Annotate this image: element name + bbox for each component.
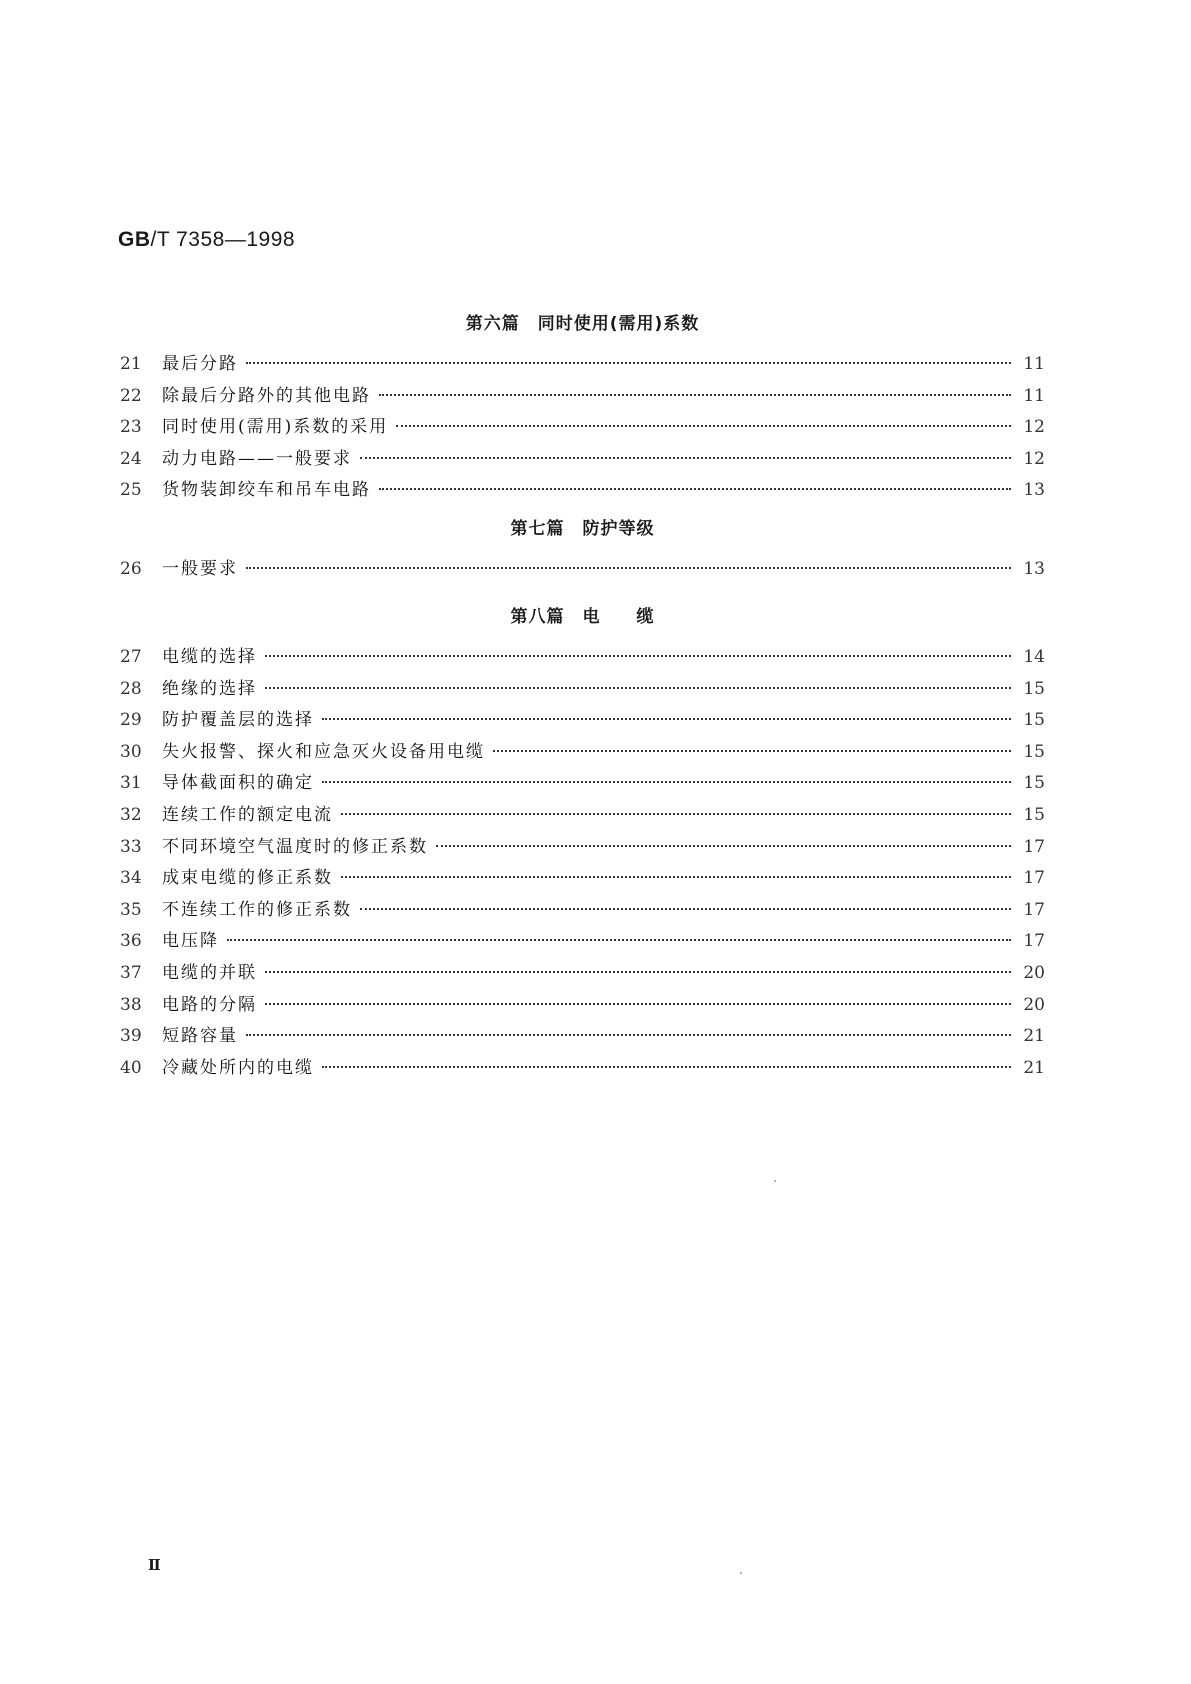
page-number: 17 [1023,931,1045,952]
page-number: 15 [1023,773,1045,794]
toc-section-part-7 [120,518,1045,586]
page-number: 21 [1023,1057,1045,1078]
dot-leader [246,1034,1011,1036]
toc-entry[interactable] [120,412,1045,444]
page-number: 13 [1023,480,1045,501]
dot-leader [379,394,1011,396]
clause-title: 电缆的并联 [162,962,257,983]
scan-speck [740,1572,742,1574]
part-title: 第七篇 防护等级 [510,519,655,539]
clause-title: 电路的分隔 [162,994,257,1015]
toc-entry[interactable] [120,863,1045,895]
page-number: 21 [1023,1026,1045,1047]
dot-leader [265,687,1011,689]
document-number [118,228,295,252]
toc-entry[interactable] [120,926,1045,958]
dot-leader [265,655,1011,657]
toc-entry[interactable] [120,800,1045,832]
toc-entry[interactable] [120,832,1045,864]
clause-title: 同时使用(需用)系数的采用 [162,417,389,438]
clause-title: 成束电缆的修正系数 [162,868,333,889]
dot-leader [322,1066,1011,1068]
toc-entry[interactable] [120,1053,1045,1085]
toc-section-part-8 [120,606,1045,1084]
clause-number: 22 [120,385,142,406]
clause-title: 冷藏处所内的电缆 [162,1057,314,1078]
page-number: 12 [1023,417,1045,438]
toc-list [120,642,1045,1084]
document-number-prefix: GB [118,228,151,251]
clause-title: 失火报警、探火和应急灭火设备用电缆 [162,741,485,762]
clause-title: 一般要求 [162,559,238,579]
dot-leader [396,425,1011,427]
page-number: 15 [1023,678,1045,699]
clause-number: 29 [120,710,142,731]
clause-title: 电压降 [162,931,219,952]
clause-title: 电缆的选择 [162,647,257,667]
page-number: 17 [1023,836,1045,857]
clause-number: 33 [120,836,142,857]
toc-entry[interactable] [120,674,1045,706]
clause-title: 除最后分路外的其他电路 [162,385,371,406]
page-number: 11 [1023,385,1045,406]
toc-entry[interactable] [120,554,1045,586]
page-number: 13 [1023,559,1045,579]
clause-number: 27 [120,647,142,667]
clause-title: 不连续工作的修正系数 [162,899,352,920]
clause-title: 货物装卸绞车和吊车电路 [162,480,371,501]
dot-leader [322,781,1011,783]
clause-number: 31 [120,773,142,794]
dot-leader [379,488,1011,490]
clause-number: 24 [120,448,142,469]
dot-leader [322,718,1011,720]
dot-leader [341,813,1011,815]
page-number: 15 [1023,741,1045,762]
page-footer-number: Ⅱ [148,1556,161,1574]
clause-title: 不同环境空气温度时的修正系数 [162,836,428,857]
clause-title: 绝缘的选择 [162,678,257,699]
clause-title: 连续工作的额定电流 [162,804,333,825]
clause-number: 38 [120,994,142,1015]
clause-number: 39 [120,1026,142,1047]
page-number: 15 [1023,804,1045,825]
page-number: 12 [1023,448,1045,469]
clause-title: 最后分路 [162,354,238,374]
dot-leader [341,876,1011,878]
toc-entry[interactable] [120,705,1045,737]
page-number: 14 [1023,647,1045,667]
page-number: 15 [1023,710,1045,731]
clause-number: 26 [120,559,142,579]
toc-entry[interactable] [120,475,1045,507]
toc-entry[interactable] [120,958,1045,990]
toc-entry[interactable] [120,737,1045,769]
dot-leader [493,750,1011,752]
dot-leader [246,362,1011,364]
clause-title: 短路容量 [162,1026,238,1047]
clause-title: 防护覆盖层的选择 [162,710,314,731]
clause-number: 34 [120,868,142,889]
clause-number: 37 [120,962,142,983]
clause-title: 导体截面积的确定 [162,773,314,794]
toc-entry[interactable] [120,895,1045,927]
clause-number: 32 [120,804,142,825]
toc-entry[interactable] [120,642,1045,674]
page-number: 11 [1023,354,1045,374]
toc-list [120,554,1045,586]
dot-leader [227,939,1011,941]
page-number: 20 [1023,962,1045,983]
clause-number: 30 [120,741,142,762]
clause-number: 35 [120,899,142,920]
scan-speck [774,1180,776,1182]
dot-leader [265,1003,1011,1005]
dot-leader [436,845,1011,847]
clause-number: 23 [120,417,142,438]
dot-leader [360,457,1011,459]
clause-number: 28 [120,678,142,699]
toc-entry[interactable] [120,349,1045,381]
toc-entry[interactable] [120,768,1045,800]
page-number: 20 [1023,994,1045,1015]
toc-entry[interactable] [120,381,1045,413]
clause-number: 21 [120,354,142,374]
part-title: 第八篇 电 缆 [510,607,655,627]
clause-number: 40 [120,1057,142,1078]
clause-number: 25 [120,480,142,501]
page-number: 17 [1023,868,1045,889]
toc-section-part-6 [120,313,1045,507]
clause-number: 36 [120,931,142,952]
toc-entry[interactable] [120,444,1045,476]
toc-list [120,349,1045,507]
part-title: 第六篇 同时使用(需用)系数 [465,314,700,334]
toc-entry[interactable] [120,1021,1045,1053]
toc-entry[interactable] [120,990,1045,1022]
dot-leader [246,567,1011,569]
dot-leader [265,971,1011,973]
dot-leader [360,908,1011,910]
clause-title: 动力电路——一般要求 [162,448,352,469]
document-number-suffix: /T 7358—1998 [150,228,296,251]
page-number: 17 [1023,899,1045,920]
